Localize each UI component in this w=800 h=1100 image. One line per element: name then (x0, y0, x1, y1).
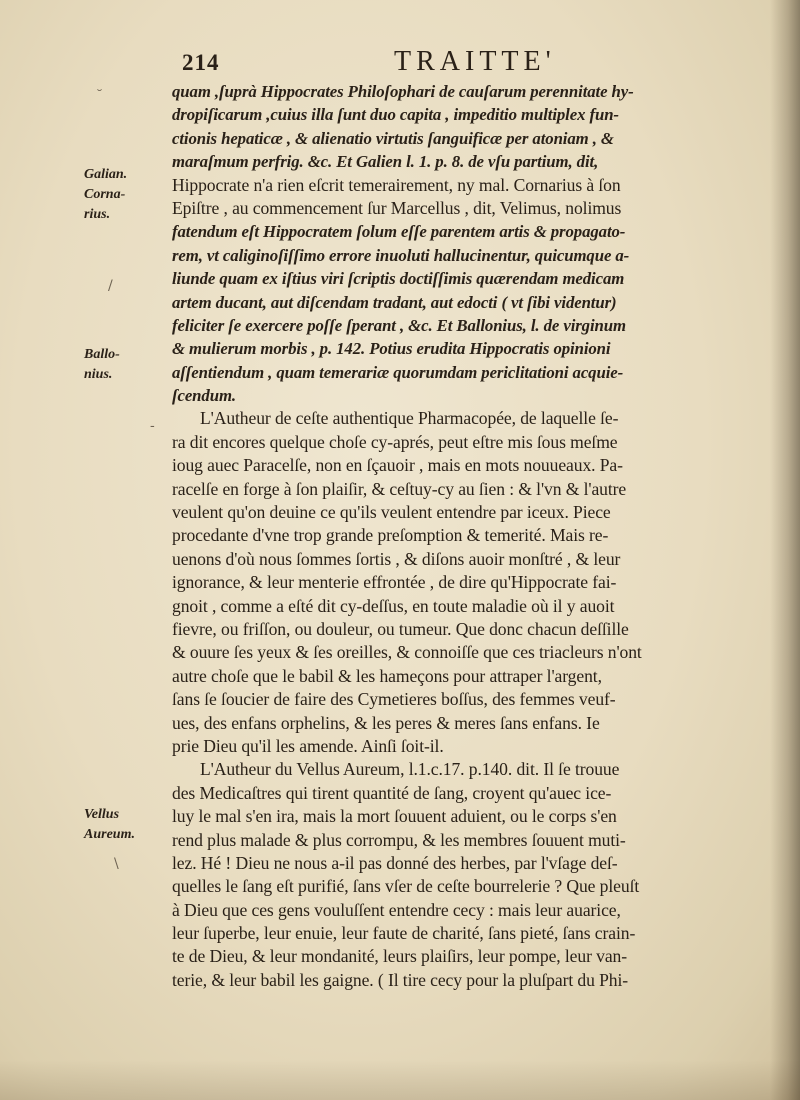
text-line: terie, & leur babil les gaigne. ( Il tire cecy pour la pluſpart du Phi- (172, 969, 629, 990)
paragraph-start-line: L'Autheur de ceſte authentique Pharmacopée, de laquelle ſe- (200, 408, 619, 429)
sidenote-line: Aureum. (84, 827, 135, 842)
text-line: autre choſe que le babil & les hameçons pour attraper l'argent, (172, 665, 602, 686)
text-line: uenons d'où nous ſommes ſortis , & diſons auoir monſtré , & leur (172, 548, 621, 569)
text-line: ſcendum. (172, 386, 236, 406)
text-line: quam ,ſuprà Hippocrates Philoſophari de cauſarum perennitate hy- (172, 82, 634, 101)
sidenote-galien-cornarius (84, 165, 164, 225)
text-line: aſſentiendum , quam temerariæ quorumdam periclitationi acquie- (172, 362, 624, 382)
text-line: fatendum eſt Hippocratem ſolum eſſe parentem artis & propagato- (172, 222, 626, 242)
stray-mark: \ (114, 856, 119, 872)
text-line: luy le mal s'en ira, mais la mort ſouuent aduient, ou le corps s'en (172, 806, 617, 827)
text-line: des Medicaſtres qui tirent quantité de ſang, croyent qu'auec ice- (172, 782, 612, 803)
sidenote-line: rius. (84, 207, 111, 222)
running-title: TRAITTE' (394, 46, 556, 77)
page-header (182, 46, 742, 82)
text-line: prie Dieu qu'il les amende. Ainſi ſoit-il. (172, 735, 444, 756)
sidenote-line: Ballo- (84, 347, 120, 362)
sidenote-line: nius. (84, 367, 113, 382)
sidenote-ballonius (84, 345, 164, 385)
page-number: 214 (182, 50, 220, 75)
text-line: veulent qu'on deuine ce qu'ils veulent entendre par iceux. Piece (172, 502, 611, 523)
sidenote-vellus-aureum (84, 805, 164, 845)
stray-mark: / (108, 278, 113, 294)
text-line: Epiſtre , au commencement ſur Marcellus , dit, Velimus, nolimus (172, 197, 622, 218)
stray-mark: ˘ (96, 88, 103, 104)
text-line: Hippocrate n'a rien eſcrit temerairement, ny mal. Cornarius à ſon (172, 174, 621, 195)
text-line: ra dit encores quelque choſe cy-aprés, peut eſtre mis ſous meſme (172, 431, 618, 452)
paragraph-start-line: L'Autheur du Vellus Aureum, l.1.c.17. p.140. dit. Il ſe trouue (200, 759, 620, 780)
text-line: racelſe en forge à ſon plaiſir, & ceſtuy-cy au ſien : & l'vn & l'autre (172, 478, 627, 499)
body-text (172, 80, 784, 992)
text-line: te de Dieu, & leur mondanité, leurs plaiſirs, leur pompe, leur van- (172, 946, 627, 967)
text-line: procedante d'vne trop grande preſomption & temerité. Mais re- (172, 525, 609, 546)
text-line: rem, vt caliginoſiſſimo errore inuoluti hallucinentur, quicumque a- (172, 245, 630, 265)
page-bottom-shade (0, 1060, 800, 1100)
text-line: ioug auec Paracelſe, non en ſçauoir , mais en mots nouueaux. Pa- (172, 455, 623, 476)
text-line: ignorance, & leur menterie effrontée , de dire qu'Hippocrate fai- (172, 572, 617, 593)
text-line: lez. Hé ! Dieu ne nous a-il pas donné des herbes, par l'vſage deſ- (172, 852, 618, 873)
sidenote-line: Corna- (84, 187, 126, 202)
text-line: & ouure ſes yeux & ſes oreilles, & connoiſſe que ces triacleurs n'ont (172, 642, 642, 663)
text-line: quelles le ſang eſt purifié, ſans vſer de ceſte bourrelerie ? Que pleuſt (172, 876, 640, 897)
text-line: artem ducant, aut diſcendam tradant, aut edocti ( vt ſibi videntur) (172, 292, 617, 312)
text-line: maraſmum perfrig. &c. Et Galien l. 1. p. 8. de vſu partium, dit, (172, 152, 599, 172)
text-line: ſans ſe ſoucier de faire des Cymetieres boſſus, des femmes veuf- (172, 689, 616, 710)
text-line: ctionis hepaticæ , & alienatio virtutis ſanguificæ per atoniam , & (172, 128, 614, 148)
text-line: à Dieu que ces gens vouluſſent entendre cecy : mais leur auarice, (172, 899, 621, 920)
sidenote-line: Vellus (84, 807, 120, 822)
text-line: leur ſuperbe, leur enuie, leur faute de charité, ſans pieté, ſans crain- (172, 923, 636, 944)
stray-mark: - (150, 418, 155, 434)
text-line: ues, des enfans orphelins, & les peres & meres ſans enfans. Ie (172, 712, 600, 733)
text-line: dropiſicarum ,cuius illa ſunt duo capita , impeditio multiplex fun- (172, 105, 619, 125)
text-line: & mulierum morbis , p. 142. Potius erudita Hippocratis opinioni (172, 339, 611, 359)
text-line: feliciter ſe exercere poſſe ſperant , &c. Et Ballonius, l. de virginum (172, 315, 626, 335)
text-line: fievre, ou friſſon, ou douleur, ou tumeur. Que donc chacun deſſille (172, 618, 629, 639)
text-line: rend plus malade & plus corrompu, & les membres ſouuent muti- (172, 829, 626, 850)
sidenote-line: Galian. (84, 167, 128, 182)
text-line: liunde quam ex iſtius viri ſcriptis doctiſſimis quærendam medicam (172, 269, 625, 289)
text-line: gnoit , comme a eſté dit cy-deſſus, en toute maladie où il y auoit (172, 595, 615, 616)
